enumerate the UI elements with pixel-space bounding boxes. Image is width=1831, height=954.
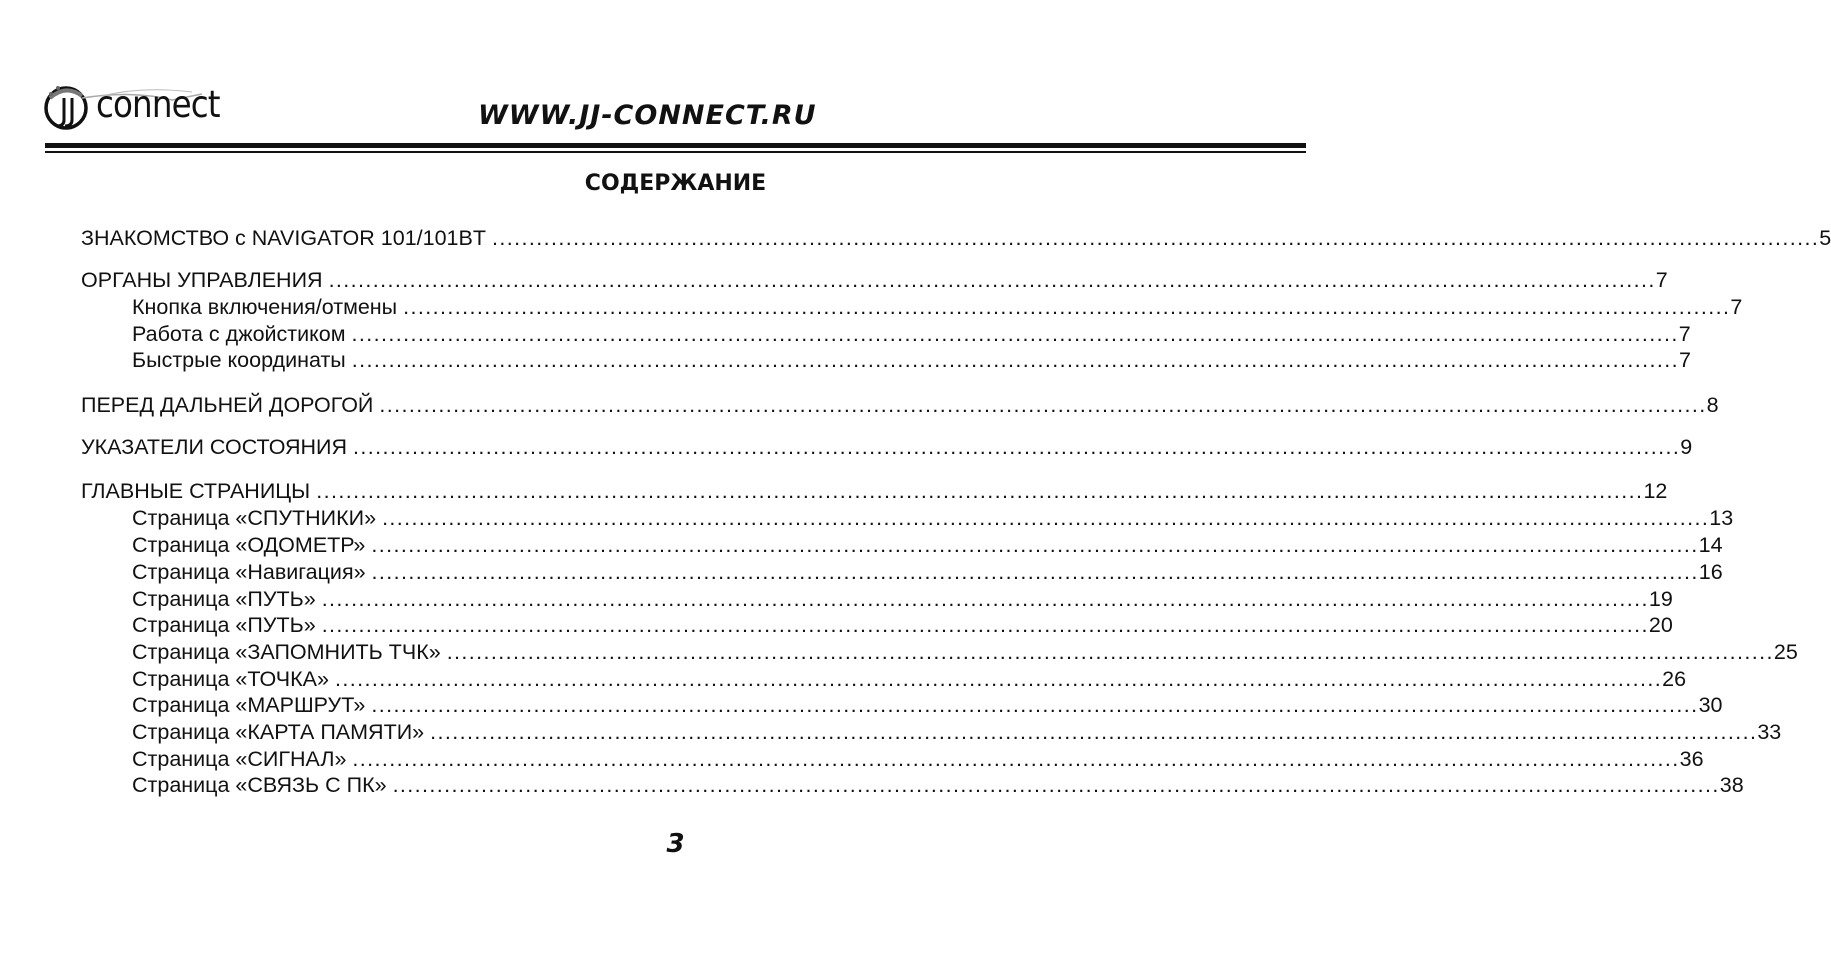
logo-text: connect — [96, 83, 220, 126]
toc-leader: .................................................................................................................................................................................... — [351, 348, 1679, 372]
jj-connect-logo — [42, 76, 242, 136]
toc-entry-page: 8 — [1706, 393, 1719, 417]
toc-entry[interactable] — [132, 321, 1691, 347]
toc-entry[interactable] — [132, 505, 1734, 531]
toc-leader: .................................................................................................................................................................................... — [371, 693, 1699, 717]
page-number: 3 — [666, 829, 685, 859]
toc-leader: .................................................................................................................................................................................... — [392, 773, 1720, 797]
toc-entry-label: ЗНАКОМСТВО с NAVIGATOR 101/101BT — [81, 226, 486, 250]
toc-entry-label: Страница «МАРШРУТ» — [132, 693, 366, 717]
toc-leader: .................................................................................................................................................................................... — [382, 506, 1710, 530]
toc-entry-page: 7 — [1655, 268, 1668, 292]
toc-entry-page: 30 — [1698, 693, 1723, 717]
toc-leader: .................................................................................................................................................................................... — [430, 720, 1758, 744]
toc-entry-page: 20 — [1648, 613, 1673, 637]
site-url[interactable]: WWW.JJ-CONNECT.RU — [478, 100, 817, 131]
header-rule-thin — [45, 151, 1306, 153]
toc-entry-page: 33 — [1757, 720, 1782, 744]
toc-entry[interactable] — [81, 392, 1719, 418]
toc-leader: .................................................................................................................................................................................... — [334, 667, 1663, 691]
toc-entry-label: Страница «СИГНАЛ» — [132, 747, 347, 771]
toc-entry-page: 26 — [1662, 667, 1687, 691]
toc-entry-label: Страница «Навигация» — [132, 560, 366, 584]
toc-entry-page: 16 — [1698, 560, 1723, 584]
toc-entry-page: 5 — [1819, 226, 1831, 250]
toc-entry-label: Страница «ПУТЬ» — [132, 587, 316, 611]
toc-entry-label: Работа с джойстиком — [132, 322, 346, 346]
toc-entry-label: Страница «ПУТЬ» — [132, 613, 316, 637]
toc-leader: .................................................................................................................................................................................... — [371, 560, 1699, 584]
toc-entry-page: 9 — [1680, 435, 1693, 459]
toc-leader: .................................................................................................................................................................................... — [316, 479, 1644, 503]
toc-entry[interactable] — [132, 532, 1723, 558]
toc-entry[interactable] — [132, 559, 1723, 585]
toc-leader: .................................................................................................................................................................................... — [371, 533, 1699, 557]
toc-leader: .................................................................................................................................................................................... — [352, 747, 1680, 771]
toc-entry[interactable] — [81, 478, 1668, 504]
toc-leader: .................................................................................................................................................................................... — [379, 393, 1707, 417]
toc-entry[interactable] — [132, 692, 1723, 718]
toc-entry-label: Кнопка включения/отмены — [132, 295, 398, 319]
toc-entry-label: Страница «СПУТНИКИ» — [132, 506, 377, 530]
toc-entry-label: Страница «СВЯЗЬ С ПК» — [132, 773, 387, 797]
toc-entry[interactable] — [81, 434, 1693, 460]
toc-entry-page: 12 — [1643, 479, 1668, 503]
toc-entry-label: Быстрые координаты — [132, 348, 346, 372]
toc-leader: .................................................................................................................................................................................... — [352, 435, 1681, 459]
toc-entry[interactable] — [132, 639, 1798, 665]
toc-entry[interactable] — [132, 294, 1743, 320]
toc-entry[interactable] — [132, 772, 1744, 798]
toc-entry-page: 7 — [1730, 295, 1743, 319]
toc-leader: .................................................................................................................................................................................... — [321, 613, 1649, 637]
toc-entry-label: УКАЗАТЕЛИ СОСТОЯНИЯ — [81, 435, 347, 459]
toc-entry-label: ОРГАНЫ УПРАВЛЕНИЯ — [81, 268, 323, 292]
toc-leader: .................................................................................................................................................................................... — [328, 268, 1656, 292]
toc-entry[interactable] — [81, 225, 1831, 251]
toc-leader: .................................................................................................................................................................................... — [491, 226, 1820, 250]
toc-entry[interactable] — [132, 666, 1687, 692]
toc-entry-page: 13 — [1709, 506, 1734, 530]
header-rule-thick — [45, 143, 1306, 148]
toc-leader: .................................................................................................................................................................................... — [403, 295, 1731, 319]
toc-entry-page: 25 — [1773, 640, 1798, 664]
toc-leader: .................................................................................................................................................................................... — [321, 587, 1649, 611]
toc-leader: .................................................................................................................................................................................... — [446, 640, 1774, 664]
toc-entry-page: 38 — [1719, 773, 1744, 797]
toc-title: СОДЕРЖАНИЕ — [584, 171, 767, 196]
toc-entry-page: 14 — [1698, 533, 1723, 557]
toc-entry-label: Страница «ОДОМЕТР» — [132, 533, 366, 557]
toc-entry[interactable] — [132, 347, 1691, 373]
toc-entry-label: ГЛАВНЫЕ СТРАНИЦЫ — [81, 479, 311, 503]
toc-entry-page: 7 — [1678, 322, 1691, 346]
toc-entry-label: Страница «ЗАПОМНИТЬ ТЧК» — [132, 640, 441, 664]
toc-entry-label: Страница «ТОЧКА» — [132, 667, 329, 691]
toc-entry-label: ПЕРЕД ДАЛЬНЕЙ ДОРОГОЙ — [81, 393, 374, 417]
toc-entry-page: 7 — [1678, 348, 1691, 372]
toc-entry[interactable] — [81, 267, 1668, 293]
toc-entry[interactable] — [132, 612, 1673, 638]
toc-entry-page: 36 — [1679, 747, 1704, 771]
toc-entry[interactable] — [132, 746, 1704, 772]
toc-entry-page: 19 — [1648, 587, 1673, 611]
toc-entry[interactable] — [132, 719, 1782, 745]
toc-entry[interactable] — [132, 586, 1673, 612]
toc-leader: .................................................................................................................................................................................... — [351, 322, 1679, 346]
toc-entry-label: Страница «КАРТА ПАМЯТИ» — [132, 720, 425, 744]
